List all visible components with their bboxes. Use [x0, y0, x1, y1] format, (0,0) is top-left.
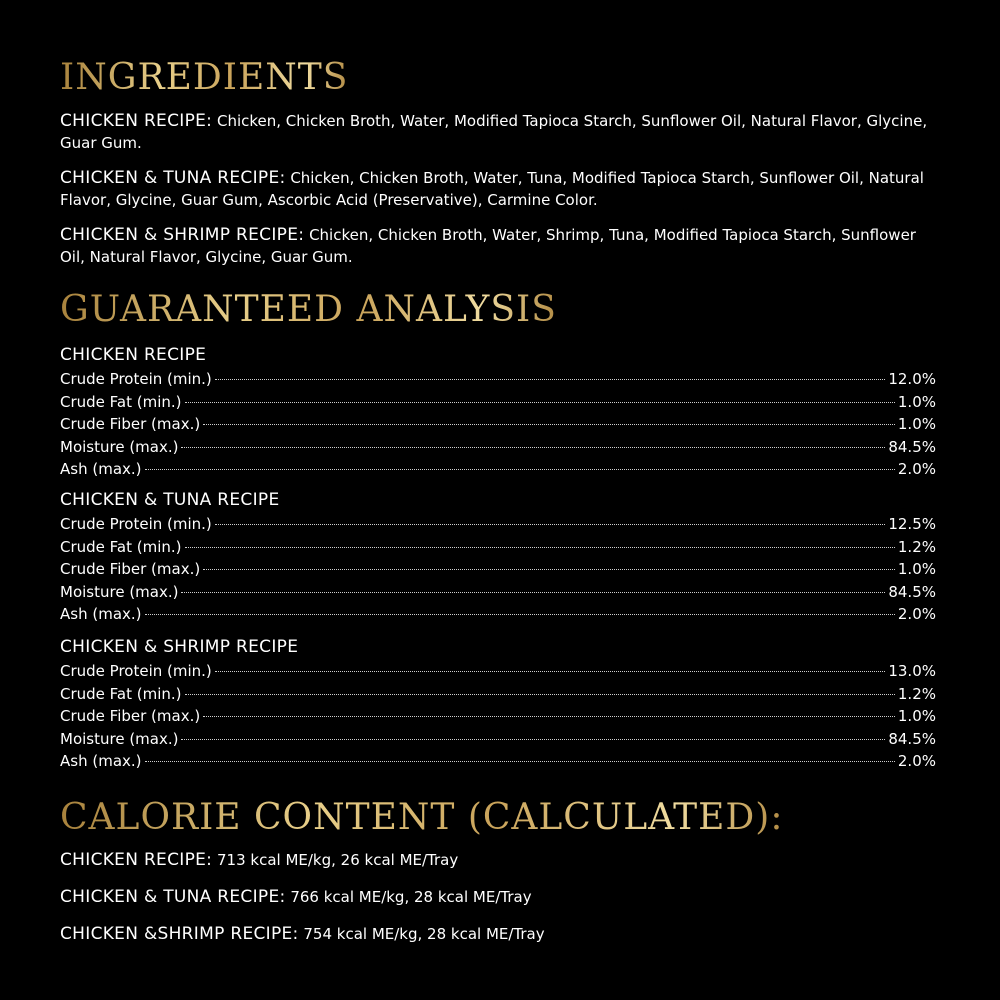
- analysis-row-value: 13.0%: [888, 662, 936, 680]
- analysis-row-name: Crude Fat (min.): [60, 537, 182, 556]
- analysis-row-value: 1.0%: [897, 707, 936, 725]
- analysis-row-value: 84.5%: [888, 582, 936, 601]
- analysis-row-name: Moisture (max.): [60, 729, 179, 748]
- analysis-row-value: 1.2%: [897, 537, 936, 556]
- analysis-row: [60, 436, 936, 459]
- guaranteed-analysis-heading: GUARANTEED ANALYSIS: [60, 289, 557, 330]
- analysis-row-value: 2.0%: [897, 605, 936, 623]
- analysis-group-title: CHICKEN & SHRIMP RECIPE: [60, 637, 299, 657]
- analysis-row-name: Crude Fat (min.): [60, 392, 182, 411]
- calorie-chicken-shrimp-text: 754 kcal ME/kg, 28 kcal ME/Tray: [298, 925, 545, 943]
- analysis-group-title: CHICKEN & TUNA RECIPE: [60, 490, 280, 510]
- calorie-chicken-shrimp-label: CHICKEN &SHRIMP RECIPE:: [60, 924, 299, 944]
- analysis-row: [60, 705, 936, 728]
- dot-leader: [203, 424, 895, 425]
- analysis-group-chicken-shrimp: [60, 636, 936, 773]
- analysis-row-value: 1.0%: [897, 415, 936, 433]
- analysis-row-name: Ash (max.): [60, 460, 142, 478]
- dot-leader: [181, 592, 885, 593]
- analysis-row-value: 12.5%: [888, 515, 936, 533]
- dot-leader: [203, 569, 895, 570]
- dot-leader: [215, 524, 886, 525]
- dot-leader: [145, 761, 895, 762]
- analysis-row: [60, 413, 936, 436]
- ingredients-chicken-text: Chicken, Chicken Broth, Water, Modified Tapioca Starch, Sunflower Oil, Natural Flavor, Glycine, Guar Gum.: [60, 112, 928, 152]
- dot-leader: [181, 739, 885, 740]
- analysis-row: [60, 728, 936, 751]
- ingredients-chicken-tuna: [60, 167, 940, 211]
- analysis-row: [60, 660, 936, 683]
- analysis-row-name: Crude Fat (min.): [60, 684, 182, 703]
- analysis-row-value: 84.5%: [888, 729, 936, 748]
- analysis-row-name: Crude Fiber (max.): [60, 560, 201, 578]
- analysis-row-value: 84.5%: [888, 437, 936, 456]
- analysis-row-name: Crude Protein (min.): [60, 370, 212, 388]
- analysis-row: [60, 750, 936, 773]
- calorie-chicken-tuna: [60, 886, 532, 908]
- ingredients-chicken: [60, 110, 940, 154]
- ingredients-chicken-shrimp: [60, 224, 940, 268]
- ingredients-chicken-tuna-label: CHICKEN & TUNA RECIPE:: [60, 168, 286, 188]
- analysis-row-value: 1.0%: [897, 392, 936, 411]
- calorie-chicken-label: CHICKEN RECIPE:: [60, 850, 213, 870]
- calorie-chicken-shrimp: [60, 923, 545, 945]
- analysis-row-name: Crude Protein (min.): [60, 662, 212, 680]
- analysis-row-value: 1.2%: [897, 684, 936, 703]
- analysis-row: [60, 683, 936, 706]
- calorie-chicken: [60, 849, 458, 871]
- dot-leader: [215, 671, 886, 672]
- analysis-row-value: 2.0%: [897, 460, 936, 478]
- calorie-content-heading: CALORIE CONTENT (CALCULATED):: [60, 797, 784, 838]
- calorie-chicken-tuna-label: CHICKEN & TUNA RECIPE:: [60, 887, 286, 907]
- analysis-row: [60, 391, 936, 414]
- analysis-row-name: Crude Fiber (max.): [60, 415, 201, 433]
- ingredients-chicken-shrimp-label: CHICKEN & SHRIMP RECIPE:: [60, 225, 305, 245]
- dot-leader: [185, 402, 895, 403]
- dot-leader: [145, 614, 895, 615]
- dot-leader: [145, 469, 895, 470]
- ingredients-heading: INGREDIENTS: [60, 57, 349, 98]
- analysis-row-name: Crude Fiber (max.): [60, 707, 201, 725]
- analysis-row: [60, 368, 936, 391]
- analysis-row-name: Crude Protein (min.): [60, 515, 212, 533]
- dot-leader: [185, 694, 895, 695]
- ingredients-chicken-label: CHICKEN RECIPE:: [60, 111, 213, 131]
- analysis-row-name: Ash (max.): [60, 752, 142, 770]
- dot-leader: [215, 379, 886, 380]
- analysis-row-name: Moisture (max.): [60, 582, 179, 601]
- ingredients-chicken-shrimp-text: Chicken, Chicken Broth, Water, Shrimp, Tuna, Modified Tapioca Starch, Sunflower Oil, Natural Flavor, Glycine, Guar Gum.: [60, 226, 916, 266]
- dot-leader: [185, 547, 895, 548]
- dot-leader: [181, 447, 885, 448]
- analysis-row-name: Ash (max.): [60, 605, 142, 623]
- analysis-row: [60, 603, 936, 626]
- analysis-row: [60, 458, 936, 481]
- analysis-row-value: 12.0%: [888, 370, 936, 388]
- analysis-row: [60, 513, 936, 536]
- calorie-chicken-tuna-text: 766 kcal ME/kg, 28 kcal ME/Tray: [285, 888, 532, 906]
- calorie-chicken-text: 713 kcal ME/kg, 26 kcal ME/Tray: [212, 851, 459, 869]
- analysis-row-name: Moisture (max.): [60, 437, 179, 456]
- analysis-row: [60, 581, 936, 604]
- analysis-row-value: 1.0%: [897, 560, 936, 578]
- analysis-group-chicken: [60, 344, 936, 481]
- analysis-group-chicken-tuna: [60, 489, 936, 626]
- dot-leader: [203, 716, 895, 717]
- analysis-row: [60, 536, 936, 559]
- analysis-group-title: CHICKEN RECIPE: [60, 345, 207, 365]
- analysis-row: [60, 558, 936, 581]
- ingredients-chicken-tuna-text: Chicken, Chicken Broth, Water, Tuna, Modified Tapioca Starch, Sunflower Oil, Natural Flavor, Glycine, Guar Gum, Ascorbic Acid (Preservative), Carmine Color.: [60, 169, 924, 209]
- analysis-row-value: 2.0%: [897, 752, 936, 770]
